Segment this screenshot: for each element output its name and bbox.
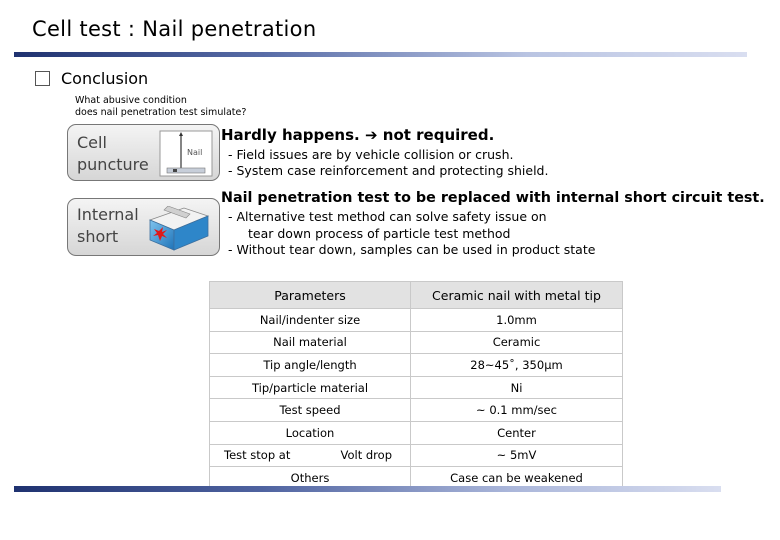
- table-row: [210, 309, 623, 332]
- section-header: [35, 69, 148, 88]
- test-stop-label: Test stop at: [224, 448, 291, 463]
- param-value-cell: Case can be weakened: [411, 467, 623, 490]
- table-header-cell: Ceramic nail with metal tip: [411, 282, 623, 309]
- param-value-cell: ~ 0.1 mm/sec: [411, 399, 623, 422]
- param-name-cell: Tip angle/length: [210, 354, 411, 377]
- param-name-cell: Nail/indenter size: [210, 309, 411, 332]
- bullet-item: - System case reinforcement and protecting shield.: [228, 163, 549, 178]
- section-title: Conclusion: [61, 69, 149, 88]
- table-row: [210, 354, 623, 377]
- finding-1-heading-start: Hardly happens.: [221, 126, 360, 144]
- table-row: [210, 399, 623, 422]
- case-label-line1: Cell: [77, 133, 107, 152]
- case-label-line2: short: [77, 227, 119, 246]
- parameters-table: [209, 281, 623, 490]
- question-line: does nail penetration test simulate?: [75, 107, 247, 118]
- param-name-cell: Location: [210, 421, 411, 444]
- param-value-cell: Center: [411, 421, 623, 444]
- right-arrow-icon: ➔: [364, 126, 378, 144]
- table-header-cell: Parameters: [210, 282, 411, 309]
- param-name-cell: Tip/particle material: [210, 376, 411, 399]
- title-divider: [14, 52, 747, 57]
- case-label-line2: puncture: [77, 155, 149, 174]
- bullet-item: - Alternative test method can solve safety issue on: [228, 209, 547, 224]
- table-row: [210, 331, 623, 354]
- finding-1-heading-end: not required.: [382, 126, 495, 144]
- bullet-item: - Without tear down, samples can be used in product state: [228, 242, 596, 257]
- param-value-cell: 28~45˚, 350μm: [411, 354, 623, 377]
- nail-image-label: Nail: [187, 148, 203, 157]
- param-value-cell: ~ 5mV: [411, 444, 623, 467]
- test-stop-sub: Volt drop: [340, 448, 392, 463]
- internal-short-image: [144, 206, 212, 252]
- param-name-cell: [210, 444, 411, 467]
- footer-divider: [14, 486, 721, 492]
- bullet-item-continuation: tear down process of particle test method: [248, 225, 511, 241]
- finding-1-bullets: [228, 147, 548, 179]
- page-title: Cell test : Nail penetration: [32, 17, 317, 41]
- question-line: What abusive condition: [75, 95, 187, 106]
- param-name-cell: Others: [210, 467, 411, 490]
- table-header-row: [210, 282, 623, 309]
- checkbox-icon: [35, 71, 50, 86]
- table-row: [210, 421, 623, 444]
- finding-2-heading: Nail penetration test to be replaced with internal short circuit test.: [221, 190, 765, 206]
- case-label-line1: Internal: [77, 205, 139, 224]
- param-value-cell: 1.0mm: [411, 309, 623, 332]
- param-value-cell: Ni: [411, 376, 623, 399]
- finding-2-bullets: [228, 209, 595, 259]
- nail-puncture-image: [159, 130, 213, 177]
- question-text: [75, 95, 246, 119]
- param-value-cell: Ceramic: [411, 331, 623, 354]
- param-name-cell: Nail material: [210, 331, 411, 354]
- bullet-item: - Field issues are by vehicle collision or crush.: [228, 147, 514, 162]
- table-row: [210, 444, 623, 467]
- table-row: [210, 376, 623, 399]
- finding-1-heading: [221, 126, 494, 144]
- param-name-cell: Test speed: [210, 399, 411, 422]
